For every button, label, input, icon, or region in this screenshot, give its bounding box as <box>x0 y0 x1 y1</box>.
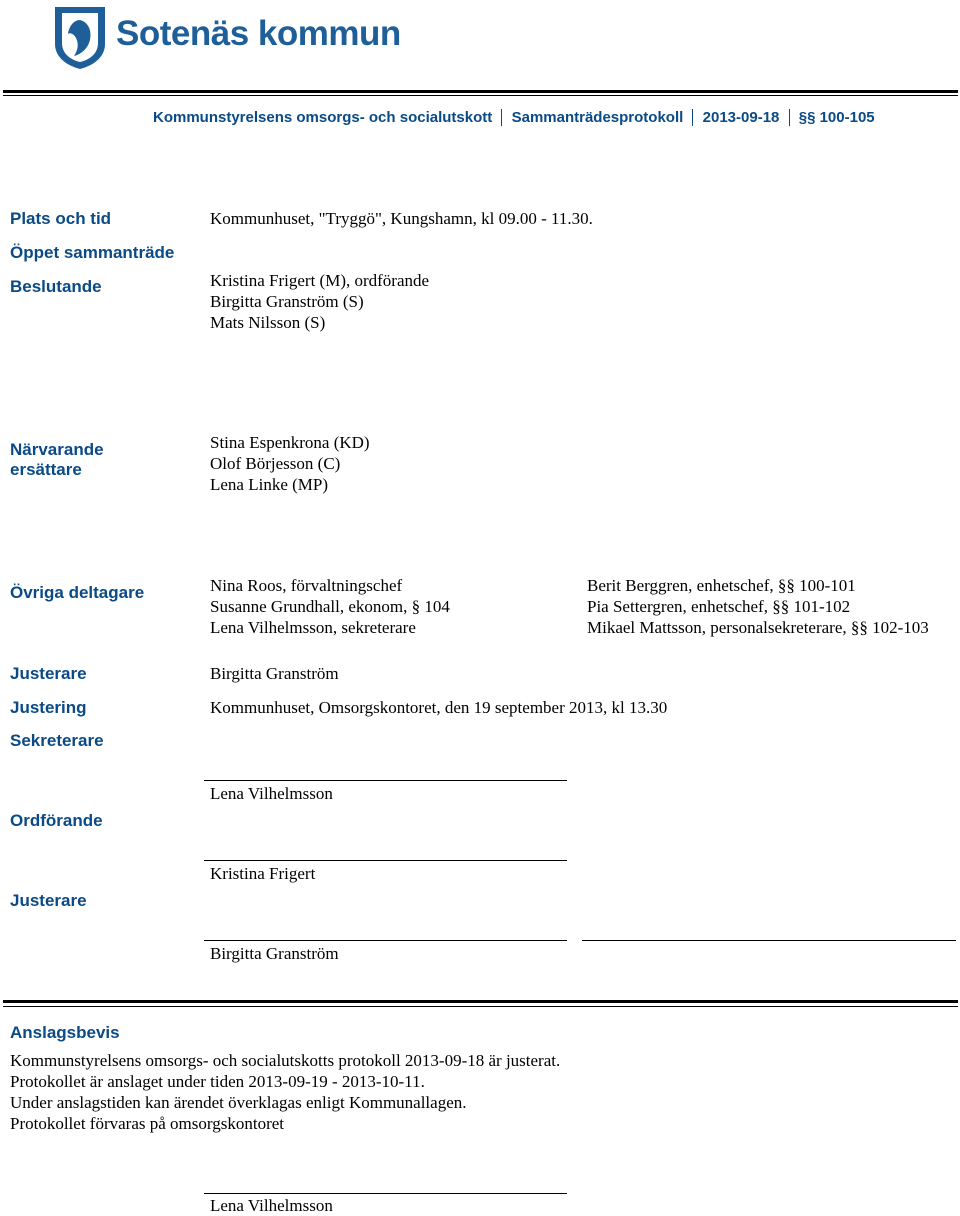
notice-line: Protokollet är anslaget under tiden 2013-09-19 - 2013-10-11. <box>10 1072 425 1091</box>
place-value: Kommunhuset, "Tryggö", Kungshamn, kl 09.00 - 11.30. <box>210 209 593 228</box>
adjuster-signature-name: Birgitta Granström <box>210 944 339 963</box>
logo <box>52 4 401 70</box>
header-rule-thin <box>3 95 958 96</box>
chair-name: Kristina Frigert <box>210 864 316 883</box>
crest-icon <box>52 4 108 70</box>
other-participant: Susanne Grundhall, ekonom, § 104 <box>210 597 450 616</box>
other-participant: Mikael Mattsson, personalsekreterare, §§ 102-103 <box>587 618 929 637</box>
notice-line: Kommunstyrelsens omsorgs- och socialutskotts protokoll 2013-09-18 är justerat. <box>10 1051 561 1070</box>
substitutes-list <box>210 432 370 495</box>
extra-signature-line <box>582 940 956 941</box>
notice-line: Protokollet förvaras på omsorgskontoret <box>10 1114 285 1133</box>
header-committee: Kommunstyrelsens omsorgs- och socialutskott <box>153 109 493 126</box>
document-header <box>153 109 959 126</box>
secretary-name: Lena Vilhelmsson <box>210 784 333 803</box>
other-participant: Pia Settergren, enhetschef, §§ 101-102 <box>587 597 851 616</box>
substitutes-label-line: Närvarande <box>10 440 104 459</box>
chair-signature-line <box>204 860 567 861</box>
decision-label: Beslutande <box>10 277 102 296</box>
notice-line: Under anslagstiden kan ärendet överklagas enligt Kommunallagen. <box>10 1093 467 1112</box>
other-participant: Berit Berggren, enhetschef, §§ 100-101 <box>587 576 856 595</box>
substitute-member: Lena Linke (MP) <box>210 475 329 494</box>
notice-rule-thin <box>3 1006 958 1007</box>
adjuster-value: Birgitta Granström <box>210 664 339 683</box>
secretary-label: Sekreterare <box>10 731 104 750</box>
notice-title: Anslagsbevis <box>10 1023 120 1042</box>
place-label: Plats och tid <box>10 209 112 228</box>
header-doc-type: Sammanträdesprotokoll <box>511 109 684 126</box>
substitutes-label-line: ersättare <box>10 460 82 479</box>
notice-signer: Lena Vilhelmsson <box>210 1196 333 1215</box>
substitutes-label <box>10 440 104 480</box>
secretary-signature-line <box>204 780 567 781</box>
decision-members <box>210 270 429 333</box>
substitute-member: Stina Espenkrona (KD) <box>210 433 370 452</box>
adjuster-signature-label: Justerare <box>10 891 87 910</box>
adjustment-value: Kommunhuset, Omsorgskontoret, den 19 september 2013, kl 13.30 <box>210 698 668 717</box>
other-participant: Nina Roos, förvaltningschef <box>210 576 403 595</box>
others-left-list <box>210 575 450 638</box>
others-label: Övriga deltagare <box>10 583 145 602</box>
header-date: 2013-09-18 <box>702 109 780 126</box>
notice-rule-thick <box>3 1000 958 1003</box>
header-sections: §§ 100-105 <box>798 109 875 126</box>
logo-text: Sotenäs kommun <box>116 14 401 53</box>
substitute-member: Olof Börjesson (C) <box>210 454 341 473</box>
decision-member: Birgitta Granström (S) <box>210 292 364 311</box>
adjuster-signature-line <box>204 940 567 941</box>
notice-body <box>10 1050 560 1134</box>
header-rule-thick <box>3 90 958 93</box>
others-right-list <box>587 575 929 638</box>
decision-member: Kristina Frigert (M), ordförande <box>210 271 430 290</box>
adjustment-label: Justering <box>10 698 87 717</box>
notice-signature-line <box>204 1193 567 1194</box>
open-meeting-label: Öppet sammanträde <box>10 243 175 262</box>
other-participant: Lena Vilhelmsson, sekreterare <box>210 618 416 637</box>
chair-label: Ordförande <box>10 811 103 830</box>
adjuster-label: Justerare <box>10 664 87 683</box>
decision-member: Mats Nilsson (S) <box>210 313 326 332</box>
